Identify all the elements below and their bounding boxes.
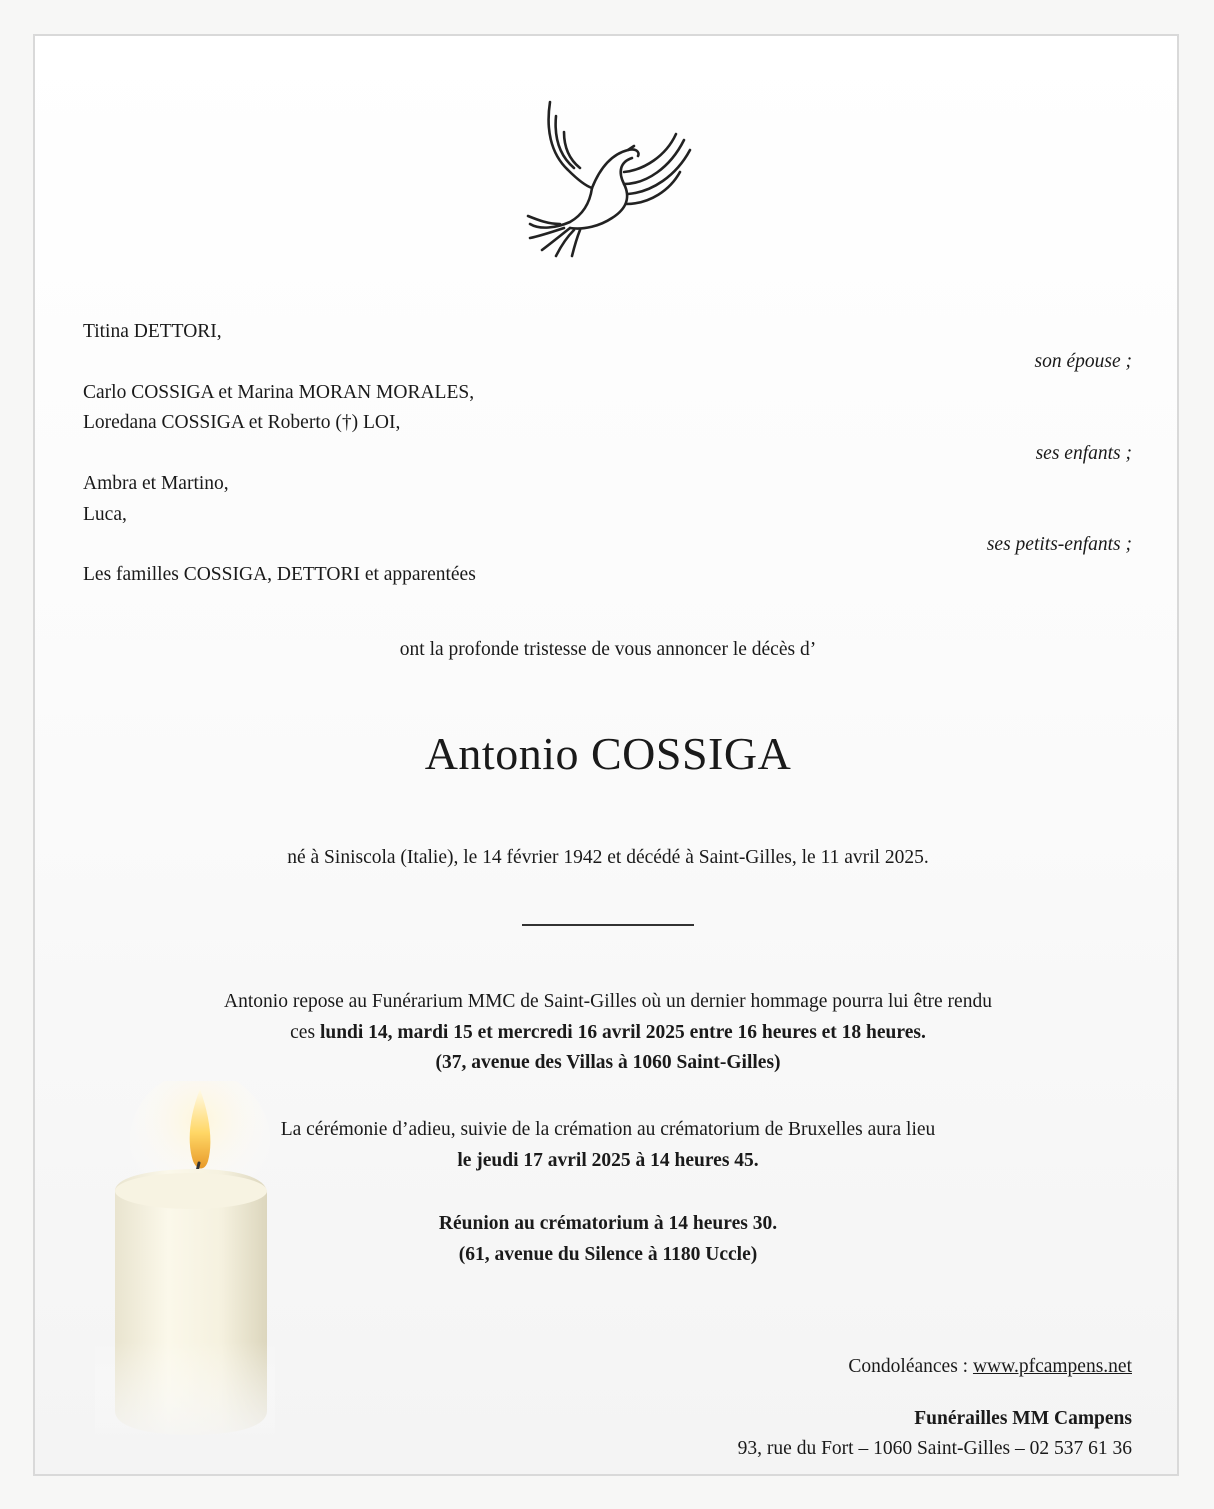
child-line-1: Carlo COSSIGA et Marina MORAN MORALES, <box>83 382 475 403</box>
visitation-prefix: ces <box>290 1022 320 1043</box>
spouse-role: son épouse ; <box>1034 351 1132 372</box>
funerarium-address: (37, avenue des Villas à 1060 Saint-Gilles) <box>435 1052 781 1073</box>
announcement-text: ont la profonde tristesse de vous annoncer le décès d’ <box>399 639 817 660</box>
candle-image <box>95 1081 275 1441</box>
grandchildren-role: ses petits-enfants ; <box>986 534 1132 555</box>
ceremony-date: le jeudi 17 avril 2025 à 14 heures 45. <box>457 1150 759 1171</box>
birth-death-line: né à Siniscola (Italie), le 14 février 1942 et décédé à Saint-Gilles, le 11 avril 2025. <box>287 847 929 868</box>
condolences-line <box>848 1354 1132 1380</box>
meeting-time: Réunion au crématorium à 14 heures 30. <box>438 1213 778 1234</box>
crematorium-address: (61, avenue du Silence à 1180 Uccle) <box>458 1244 758 1265</box>
child-line-2: Loredana COSSIGA et Roberto (†) LOI, <box>83 412 401 433</box>
visitation-line-2 <box>35 1020 1179 1046</box>
condolences-label: Condoléances : <box>848 1356 973 1377</box>
grandchild-line-1: Ambra et Martino, <box>83 473 229 494</box>
children-role: ses enfants ; <box>1035 443 1132 464</box>
visitation-line-1: Antonio repose au Funérarium MMC de Saint-Gilles où un dernier hommage pourra lui être rendu <box>224 991 992 1012</box>
visitation-dates: lundi 14, mardi 15 et mercredi 16 avril 2025 entre 16 heures et 18 heures. <box>319 1022 926 1043</box>
funeral-home-address: 93, rue du Fort – 1060 Saint-Gilles – 02 537 61 36 <box>737 1438 1132 1459</box>
condolences-link[interactable]: www.pfcampens.net <box>972 1356 1132 1377</box>
grandchild-line-2: Luca, <box>83 504 127 525</box>
funeral-home-name: Funérailles MM Campens <box>914 1408 1132 1429</box>
separator-line <box>522 924 694 926</box>
families-line: Les familles COSSIGA, DETTORI et apparentées <box>83 564 476 585</box>
deceased-name: Antonio COSSIGA <box>424 728 792 779</box>
obituary-notice <box>33 34 1179 1476</box>
dove-icon <box>520 98 700 263</box>
ceremony-line-1: La cérémonie d’adieu, suivie de la crémation au crématorium de Bruxelles aura lieu <box>280 1119 936 1140</box>
spouse-name: Titina DETTORI, <box>83 321 222 342</box>
